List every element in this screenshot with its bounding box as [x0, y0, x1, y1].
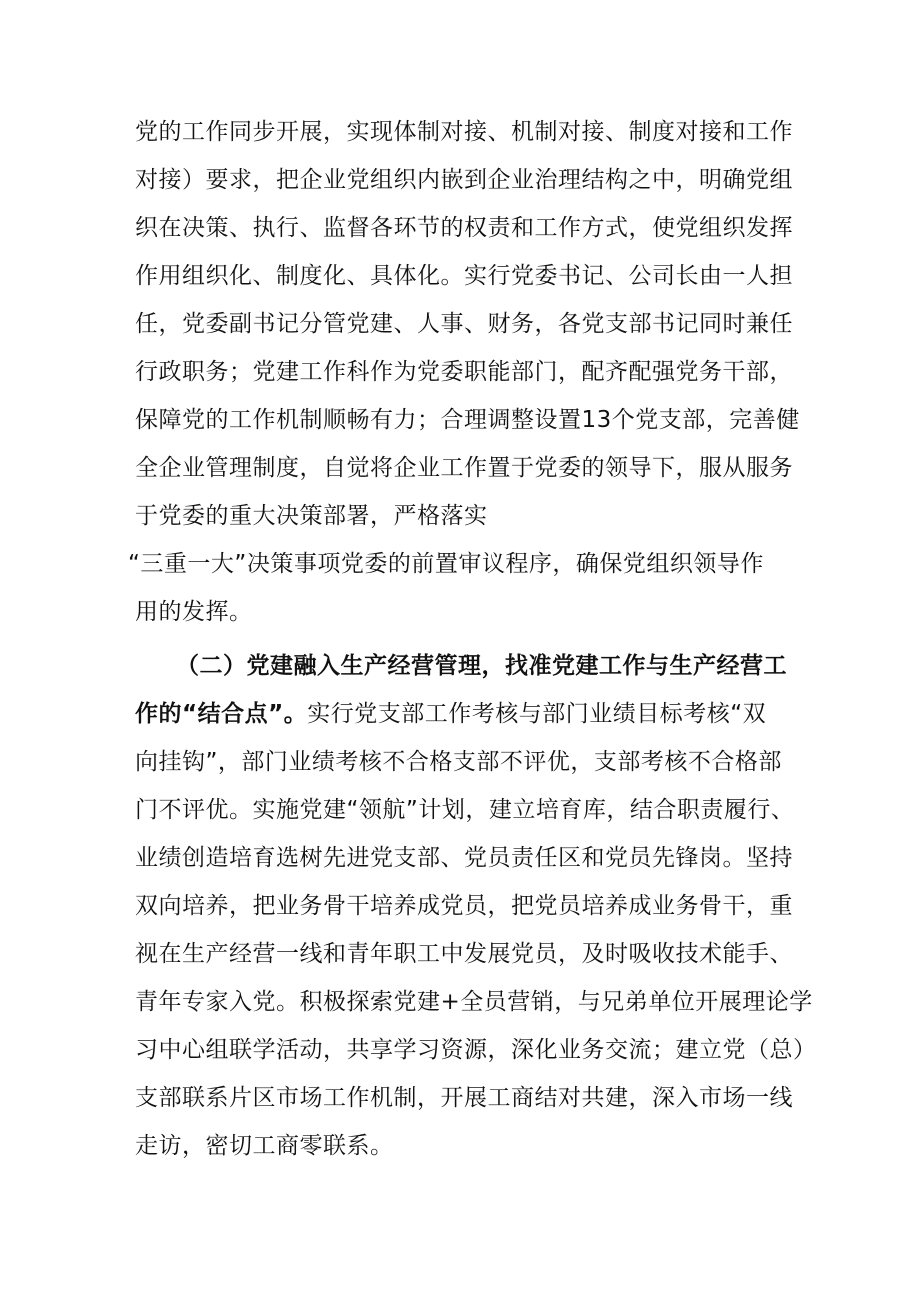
- paragraph-1-line-7: 保障党的工作机制顺畅有力；合理调整设置13个党支部，完善健: [135, 407, 800, 433]
- paragraph-2-line-5: 业绩创造培育选树先进党支部、党员责任区和党员先锋岗。坚持: [135, 845, 793, 871]
- paragraph-2-line-9: 习中心组联学活动，共享学习资源，深化业务交流；建立党（总）: [135, 1037, 817, 1063]
- section-heading-end: 作的“结合点”。: [135, 701, 308, 727]
- paragraph-1-line-9: 于党委的重大决策部署，严格落实: [135, 503, 488, 529]
- paragraph-1-line-2: 对接）要求，把企业党组织内嵌到企业治理结构之中，明确党组: [135, 167, 793, 193]
- paragraph-1-line-5: 任，党委副书记分管党建、人事、财务，各党支部书记同时兼任: [135, 311, 793, 337]
- paragraph-2-line-8: 青年专家入党。积极探索党建+全员营销，与兄弟单位开展理论学: [135, 989, 813, 1015]
- paragraph-1-line-3: 织在决策、执行、监督各环节的权责和工作方式，使党组织发挥: [135, 215, 793, 241]
- paragraph-1-line-11: 用的发挥。: [135, 599, 253, 625]
- paragraph-1-line-4: 作用组织化、制度化、具体化。实行党委书记、公司长由一人担: [135, 263, 793, 289]
- paragraph-2-line-2-text: 实行党支部工作考核与部门业绩目标考核“双: [307, 701, 767, 727]
- section-heading-line-1: （二）党建融入生产经营管理，找准党建工作与生产经营工: [176, 653, 787, 679]
- paragraph-1-line-6: 行政职务；党建工作科作为党委职能部门，配齐配强党务干部，: [135, 359, 793, 385]
- paragraph-1-line-10: “三重一大”决策事项党委的前置审议程序，确保党组织领导作: [128, 551, 764, 577]
- paragraph-2-line-6: 双向培养，把业务骨干培养成党员，把党员培养成业务骨干，重: [135, 893, 793, 919]
- paragraph-2-line-10: 支部联系片区市场工作机制，开展工商结对共建，深入市场一线: [135, 1085, 793, 1111]
- paragraph-2-line-7: 视在生产经营一线和青年职工中发展党员，及时吸收技术能手、: [135, 941, 793, 967]
- paragraph-2-line-3: 向挂钩”，部门业绩考核不合格支部不评优，支部考核不合格部: [135, 749, 782, 775]
- paragraph-1-line-1: 党的工作同步开展，实现体制对接、机制对接、制度对接和工作: [135, 119, 793, 145]
- paragraph-2-line-11: 走访，密切工商零联系。: [135, 1133, 394, 1159]
- paragraph-2-line-2: [135, 694, 795, 734]
- paragraph-1-line-8: 全企业管理制度，自觉将企业工作置于党委的领导下，服从服务: [135, 455, 793, 481]
- paragraph-2-line-4: 门不评优。实施党建“领航”计划，建立培育库，结合职责履行、: [135, 797, 795, 823]
